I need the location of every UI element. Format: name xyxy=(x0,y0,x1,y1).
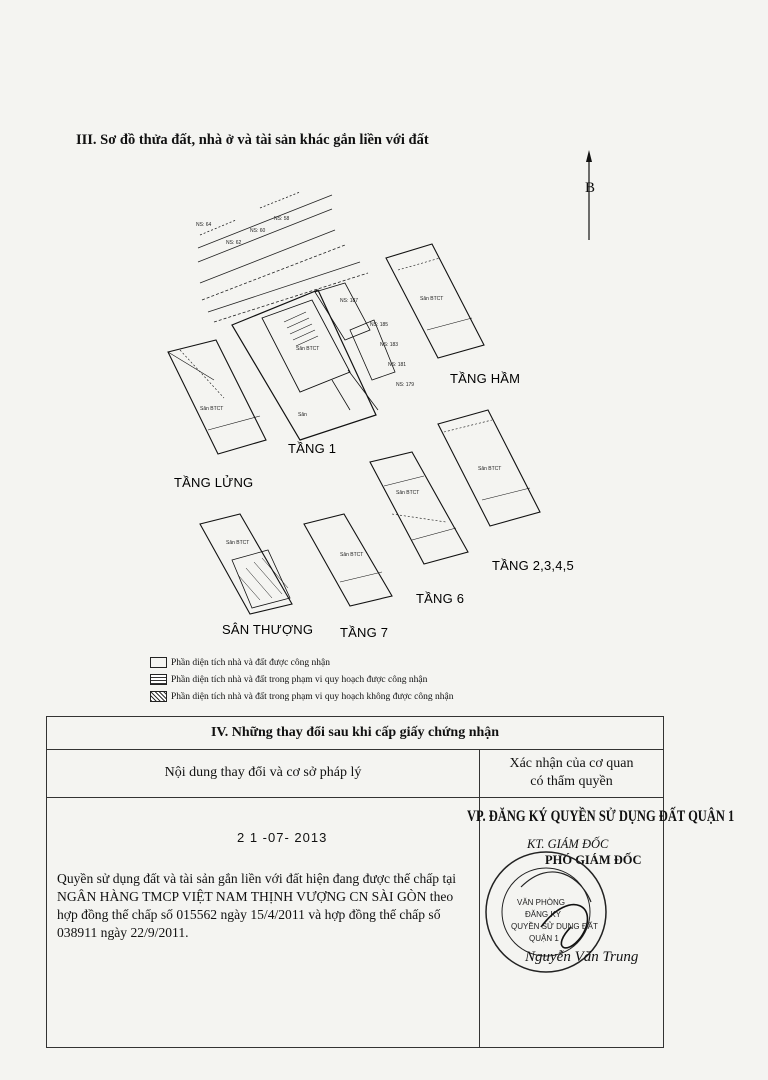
svg-text:Sân: Sân xyxy=(298,412,307,418)
svg-text:Sân BTCT: Sân BTCT xyxy=(478,466,502,472)
svg-text:NS: 179: NS: 179 xyxy=(396,382,415,388)
column-header-line: có thẩm quyền xyxy=(530,774,613,789)
column-header-confirmation xyxy=(480,749,663,797)
svg-text:Sân BTCT: Sân BTCT xyxy=(340,552,364,558)
svg-text:NS: 185: NS: 185 xyxy=(370,322,389,328)
plan-tang-1 xyxy=(232,283,395,440)
change-content: Quyền sử dụng đất và tài sản gắn liền với đất hiện đang được thế chấp tại NGÂN HÀNG TMCP VIỆT NAM THỊNH VƯỢNG CN SÀI GÒN theo hợp đồng thế chấp số 015562 ngày 15/4/2011 và hợp đồng thế chấp số 038911 ngày 22/9/2011. xyxy=(57,871,457,940)
deputy-director-title: PHÓ GIÁM ĐỐC xyxy=(545,853,642,867)
label-tang-lung: TẦNG LỬNG xyxy=(174,475,254,490)
svg-text:Sân BTCT: Sân BTCT xyxy=(296,346,320,352)
svg-text:QUẬN 1: QUẬN 1 xyxy=(529,934,559,943)
section-3-title: III. Sơ đồ thửa đất, nhà ở và tài sản khác gắn liền với đất xyxy=(76,132,429,148)
label-tang-1: TẦNG 1 xyxy=(288,441,337,456)
svg-text:NS: 60: NS: 60 xyxy=(250,228,266,234)
label-tang-6: TẦNG 6 xyxy=(416,591,465,606)
plan-tang-6 xyxy=(370,452,468,564)
legend-swatch-hatch xyxy=(150,674,167,685)
label-tang-7: TẦNG 7 xyxy=(340,625,389,640)
column-header-content: Nội dung thay đổi và cơ sở pháp lý xyxy=(164,765,362,780)
svg-text:NS: 181: NS: 181 xyxy=(388,362,407,368)
signer-name: Nguyễn Văn Trung xyxy=(525,949,639,965)
svg-text:NS: 64: NS: 64 xyxy=(196,222,212,228)
legend-swatch-blank xyxy=(150,657,167,668)
label-san-thuong: SÂN THƯỢNG xyxy=(222,622,314,637)
svg-text:VĂN PHÒNG: VĂN PHÒNG xyxy=(517,898,566,907)
svg-text:QUYỀN SỬ DỤNG ĐẤT: QUYỀN SỬ DỤNG ĐẤT xyxy=(511,922,598,931)
north-label: B xyxy=(585,180,596,196)
legend-item-planning-recognized xyxy=(150,674,427,685)
change-date: 2 1 -07- 2013 xyxy=(237,830,328,845)
legend-item-planning-not-recognized xyxy=(150,691,453,702)
legend-item-recognized xyxy=(150,657,330,668)
legend-text: Phần diện tích nhà và đất được công nhận xyxy=(171,657,330,668)
label-tang-ham: TẦNG HẦM xyxy=(450,371,521,386)
svg-text:ĐĂNG KÝ: ĐĂNG KÝ xyxy=(525,910,562,919)
plan-tang-7 xyxy=(304,514,392,606)
dimension-marks xyxy=(196,216,501,558)
section-4-title: IV. Những thay đổi sau khi cấp giấy chứng nhận xyxy=(47,717,663,750)
table-divider xyxy=(479,749,480,1047)
table-divider xyxy=(47,797,663,798)
svg-text:NS: 62: NS: 62 xyxy=(226,240,242,246)
svg-text:Sân BTCT: Sân BTCT xyxy=(200,406,224,412)
director-title: KT. GIÁM ĐỐC xyxy=(527,837,609,851)
plan-san-thuong xyxy=(200,514,292,614)
column-header-line: Xác nhận của cơ quan xyxy=(509,756,634,771)
label-tang-2345: TẦNG 2,3,4,5 xyxy=(492,558,574,573)
legend-text: Phần diện tích nhà và đất trong phạm vi quy hoạch không được công nhận xyxy=(171,691,454,702)
svg-text:Sân BTCT: Sân BTCT xyxy=(420,296,444,302)
legend-text: Phần diện tích nhà và đất trong phạm vi quy hoạch được công nhận xyxy=(171,674,428,685)
svg-text:Sân BTCT: Sân BTCT xyxy=(226,540,250,546)
svg-text:NS: 58: NS: 58 xyxy=(274,216,290,222)
svg-text:NS: 187: NS: 187 xyxy=(340,298,359,304)
north-arrow-icon xyxy=(586,150,592,240)
office-name: VP. ĐĂNG KÝ QUYỀN SỬ DỤNG ĐẤT QUẬN 1 xyxy=(467,807,735,825)
legend-swatch-diagonal xyxy=(150,691,167,702)
svg-text:Sân BTCT: Sân BTCT xyxy=(396,490,420,496)
svg-text:NS: 183: NS: 183 xyxy=(380,342,399,348)
changes-table xyxy=(46,716,735,1048)
